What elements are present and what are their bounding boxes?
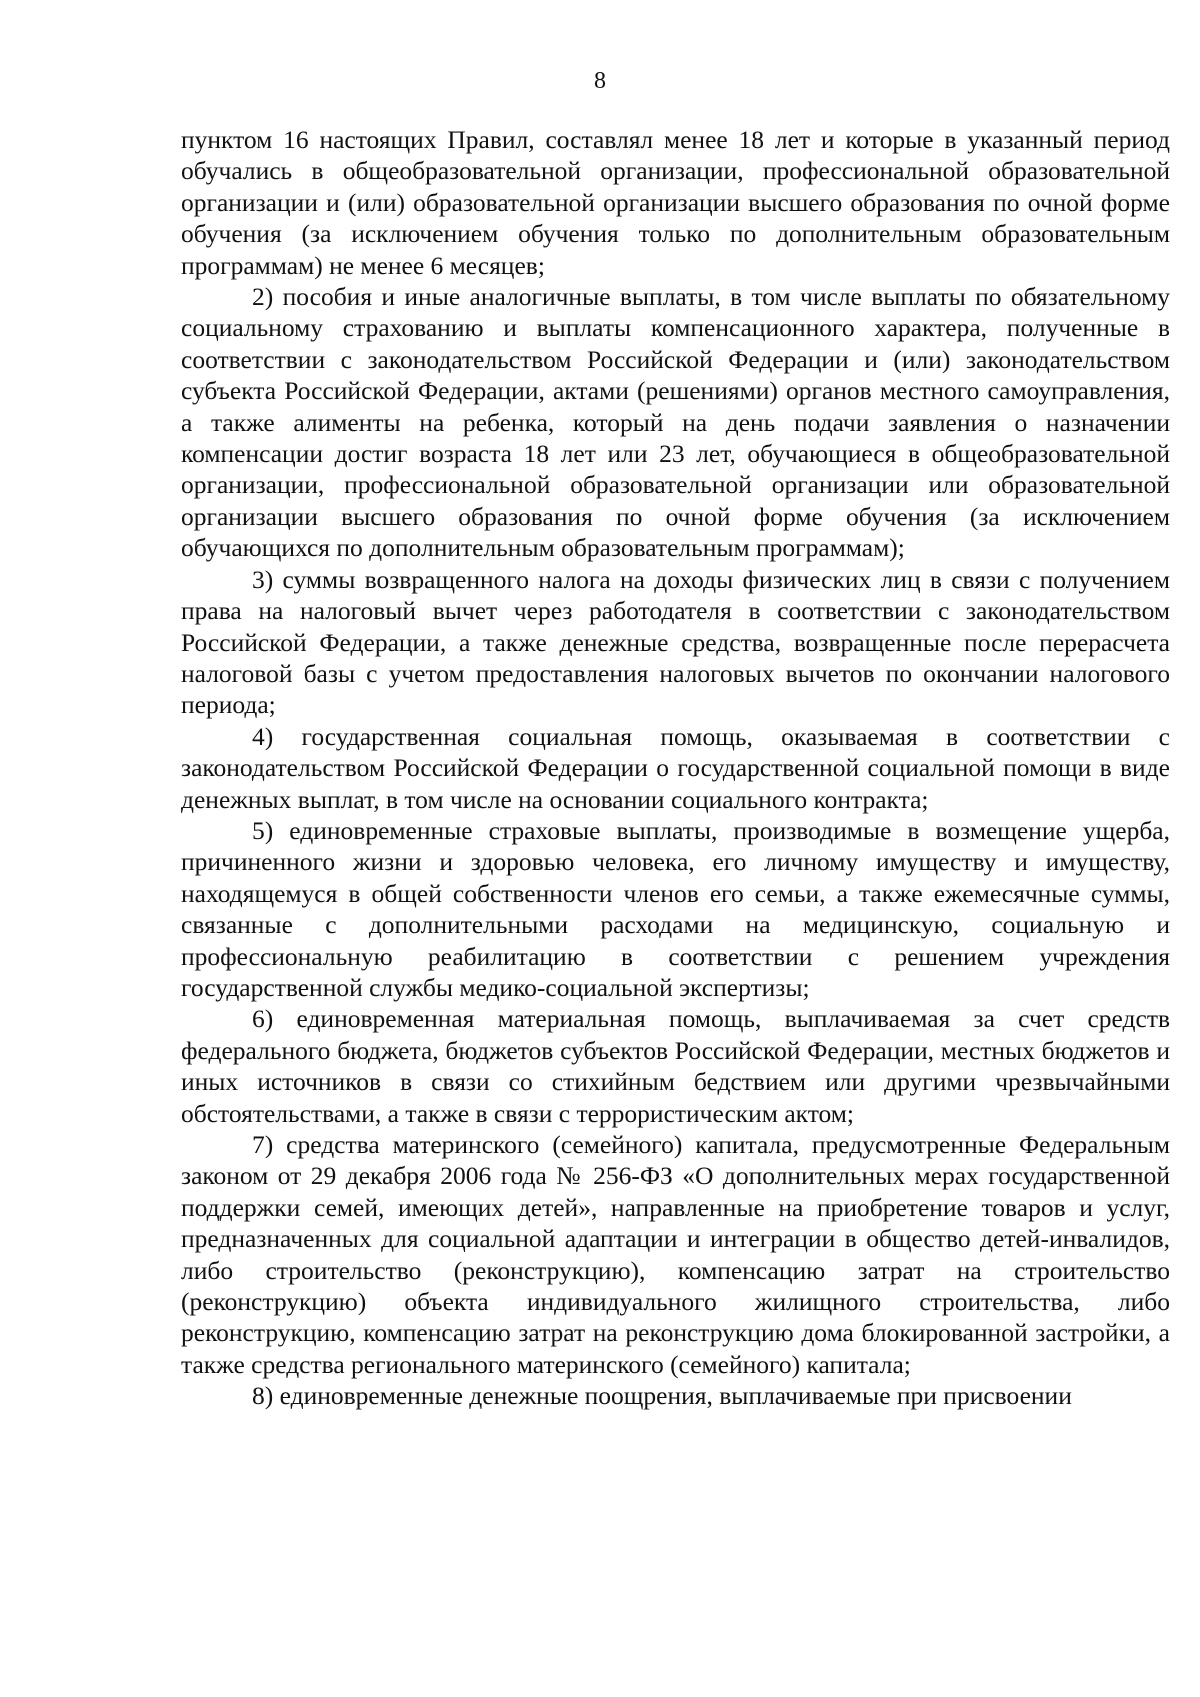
paragraph-item-3: 3) суммы возвращенного налога на доходы физических лиц в связи с получением права на налоговый вычет через работодателя в соответствии с законодательством Российской Федерации, а также денежные средства, возвращенные после перерасчета налоговой базы с учетом предоставления налоговых вычетов по окончании налогового периода; [181, 564, 1170, 720]
paragraph-item-2: 2) пособия и иные аналогичные выплаты, в том числе выплаты по обязательному социальному страхованию и выплаты компенсационного характера, полученные в соответствии с законодательством Российской Федерации и (или) законодательством субъекта Российской Федерации, актами (решениями) органов местного самоуправления, а также алименты на ребенка, который на день подачи заявления о назначении компенсации достиг возраста 18 лет или 23 лет, обучающиеся в общеобразовательной организации, профессиональной образовательной организации или образовательной организации высшего образования по очной форме обучения (за исключением обучающихся по дополнительным образовательным программам); [181, 282, 1170, 563]
paragraph-item-8: 8) единовременные денежные поощрения, выплачиваемые при присвоении [252, 1381, 1072, 1411]
paragraph-item-5: 5) единовременные страховые выплаты, производимые в возмещение ущерба, причиненного жизни и здоровью человека, его личному имуществу и имуществу, находящемуся в общей собственности членов его семьи, а также ежемесячные суммы, связанные с дополнительными расходами на медицинскую, социальную и профессиональную реабилитацию в соответствии с решением учреждения государственной службы медико-социальной экспертизы; [181, 815, 1170, 1002]
paragraph-item-7: 7) средства материнского (семейного) капитала, предусмотренные Федеральным законом от 29 декабря 2006 года № 256-ФЗ «О дополнительных мерах государственной поддержки семей, имеющих детей», направленные на приобретение товаров и услуг, предназначенных для социальной адаптации и интеграции в общество детей-инвалидов, либо строительство (реконструкцию), компенсацию затрат на строительство (реконструкцию) объекта индивидуального жилищного строительства, либо реконструкцию, компенсацию затрат на реконструкцию дома блокированной застройки, а также средства регионального материнского (семейного) капитала; [181, 1130, 1170, 1379]
paragraph-continuation: пунктом 16 настоящих Правил, составлял менее 18 лет и которые в указанный период обучались в общеобразовательной организации, профессиональной образовательной организации и (или) образовательной организации высшего образования по очной форме обучения (за исключением обучения только по дополнительным образовательным программам) не менее 6 месяцев; [181, 125, 1170, 280]
paragraph-item-6: 6) единовременная материальная помощь, выплачиваемая за счет средств федерального бюджета, бюджетов субъектов Российской Федерации, местных бюджетов и иных источников в связи со стихийным бедствием или другими чрезвычайными обстоятельствами, а также в связи с террористическим актом; [181, 1004, 1170, 1128]
page-number: 8 [594, 68, 606, 94]
document-body [181, 124, 1170, 1412]
paragraph-item-4: 4) государственная социальная помощь, оказываемая в соответствии с законодательством Российской Федерации о государственной социальной помощи в виде денежных выплат, в том числе на основании социального контракта; [181, 721, 1170, 814]
